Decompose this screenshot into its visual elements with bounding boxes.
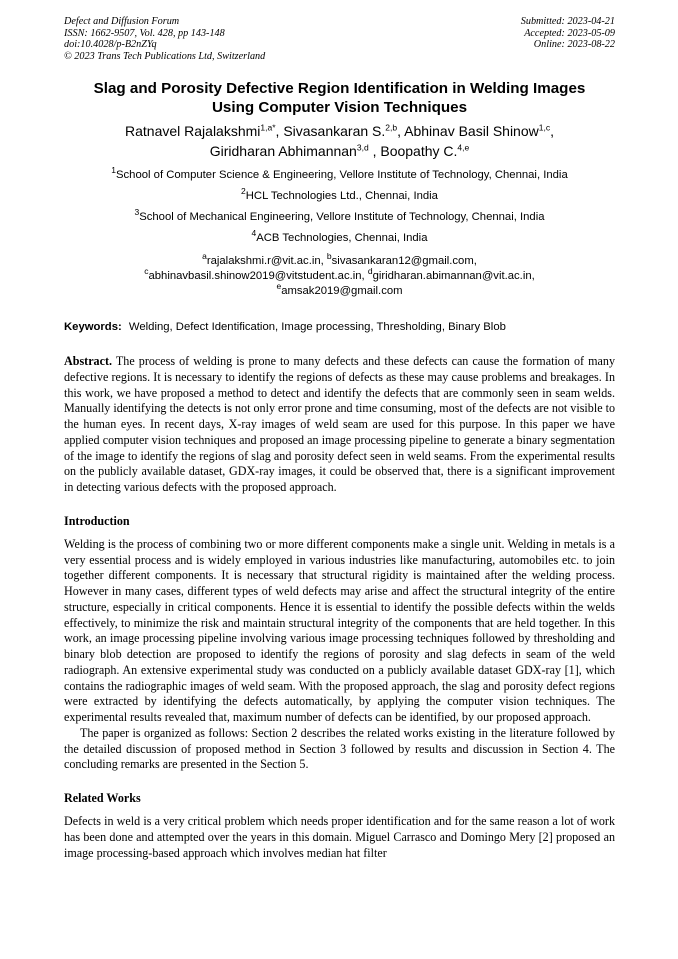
emails-line-1: $^a$rajalakshmi.r@vit.ac.in, $^b$sivasankaran12@gmail.com, [202, 251, 477, 268]
affiliation-text: HCL Technologies Ltd., Chennai, India [245, 190, 438, 203]
abstract [64, 354, 615, 496]
affiliation [64, 165, 615, 182]
keywords [64, 321, 615, 333]
affiliation-text: School of Computer Science & Engineering, Vellore Institute of Technology, Chennai, India [115, 169, 568, 182]
author-name: Abhinav Basil Shinow [404, 123, 539, 140]
affiliation-sup: 3 [134, 207, 140, 218]
email-link[interactable]: giridharan.abimannan@vit.ac.in, [372, 269, 535, 282]
email-link[interactable]: sivasankaran12@gmail.com, [331, 255, 477, 268]
author-list [64, 121, 615, 161]
section-heading-related-works: Related Works [64, 791, 141, 806]
email-link[interactable]: rajalakshmi.r@vit.ac.in, [206, 255, 324, 268]
affiliation-text: School of Mechanical Engineering, Vellore Institute of Technology, Chennai, India [139, 211, 545, 224]
keywords-label: Keywords: [64, 321, 122, 334]
affiliation [64, 207, 615, 224]
email-link[interactable]: abhinavbasil.shinow2019@vitstudent.ac.in, [148, 269, 365, 282]
author-name: Ratnavel Rajalakshmi [125, 123, 261, 140]
author-emails [64, 251, 615, 298]
paper-title [64, 79, 615, 117]
section-heading-introduction: Introduction [64, 513, 130, 528]
accepted-date: Accepted: 2023-05-09 [524, 27, 615, 39]
affiliation-text: ACB Technologies, Chennai, India [256, 232, 428, 245]
authors-line-1: Ratnavel Rajalakshmi$^{1,a*}$, Sivasankaran S.$^{2,b}$, Abhinav Basil Shinow$^{1,c}$, [125, 122, 554, 140]
affiliation-sup: 1 [111, 165, 116, 176]
emails-line-2: $^c$abhinavbasil.shinow2019@vitstudent.ac.in, $^d$giridharan.abimannan@vit.ac.in, [144, 266, 535, 282]
related-paragraph-1: Defects in weld is a very critical problem which needs proper identification and for the same reason a lot of work has been done and attempted over the years in this domain. Miguel Carrasco and Domingo Mery [2] proposed an image processing-based approach which involves median hat filter [64, 814, 615, 860]
copyright: © 2023 Trans Tech Publications Ltd, Switzerland [64, 50, 266, 62]
submitted-date: Submitted: 2023-04-21 [520, 16, 615, 27]
journal-name: Defect and Diffusion Forum [64, 16, 180, 27]
header-right [521, 16, 615, 62]
journal-header [64, 16, 615, 62]
author-name: Boopathy C. [380, 143, 458, 160]
author-sup: 2,b [385, 122, 398, 133]
affiliation-sup: 4 [251, 228, 257, 239]
title-line-1: Slag and Porosity Defective Region Identification in Welding Images [93, 80, 586, 98]
author-name: Giridharan Abhimannan [209, 143, 357, 160]
intro-paragraph-1: Welding is the process of combining two or more different components make a single unit. Welding in metals is a very essential process and is widely employed in various industries like manufacturing, automobiles etc. to join together different components. It is necessary that structural rigidity is maintained after the welding process. However in many cases, different types of weld defects may arise and affect the structural integrity of the entire structure, especially in critical components. Hence it is essential to identify the possible defects within the welds effectively, to minimize the risk and maintain structural integrity of the components that are held together. In this work, an image processing pipeline involving various image processing techniques followed by thresholding and binary blob detection are proposed to identify the regions of porosity and slag defects in seam of the weld radiograph. An extensive experimental study was conducted on a publicly available dataset GDX-ray [1], which contains the radiographic images of weld seam. With the proposed approach, the slag and porosity defect regions were extracted by identifying the defects automatically, by applying the computer vision techniques. The experimental results revealed that, maximum number of defects can be identified, by our proposed approach. [64, 536, 615, 725]
author-sup: 3,d [356, 142, 369, 153]
authors-line-2: Giridharan Abhimannan$^{3,d}$ , Boopathy C.$^{4,e}$ [209, 142, 470, 160]
author-name: Sivasankaran S. [283, 123, 386, 140]
page [64, 16, 615, 861]
affiliations [64, 165, 615, 245]
abstract-label: Abstract. [64, 354, 113, 369]
author-sup: 4,e [457, 142, 470, 153]
affiliation [64, 186, 615, 203]
affiliation [64, 228, 615, 245]
emails-line-3: $^e$amsak2019@gmail.com [276, 280, 403, 297]
online-date: Online: 2023-08-22 [533, 39, 615, 51]
abstract-text: The process of welding is prone to many defects and these defects can cause the formation of many defective regions. It is necessary to identify the regions of defects as these may cause problems and breakages. In this work, we have proposed a method to detect and identify the defects that are commonly seen in seam welds. Manually identifying the detects is not only error prone and time consuming, most of the defects are not visible to the human eyes. In recent days, X-ray images of weld seam are used for this purpose. In this paper we have applied computer vision techniques and proposed an image processing pipeline to generate a binary segmentation of the image to identify the regions of slag and porosity defect seen in weld seams. From the experimental results on the publicly available dataset, GDX-ray images, it could be observed that, there is a significant improvement in detecting various defects with the proposed approach. [64, 354, 615, 495]
intro-paragraph-2: The paper is organized as follows: Section 2 describes the related works existing in the literature followed by the detailed discussion of proposed method in Section 3 followed by results and discussion in Section 4. The concluding remarks are presented in the Section 5. [64, 725, 615, 772]
title-line-2: Using Computer Vision Techniques [211, 99, 468, 117]
email-link[interactable]: amsak2019@gmail.com [281, 284, 403, 297]
doi[interactable]: doi:10.4028/p-B2nZYq [64, 39, 157, 51]
issn: ISSN: 1662-9507, Vol. 428, pp 143-148 [64, 27, 225, 39]
header-left [64, 16, 265, 62]
author-sup: 1,c [538, 122, 551, 133]
author-sup: 1,a* [260, 122, 276, 133]
affiliation-sup: 2 [241, 186, 246, 197]
keywords-text: Welding, Defect Identification, Image processing, Thresholding, Binary Blob [128, 321, 506, 334]
